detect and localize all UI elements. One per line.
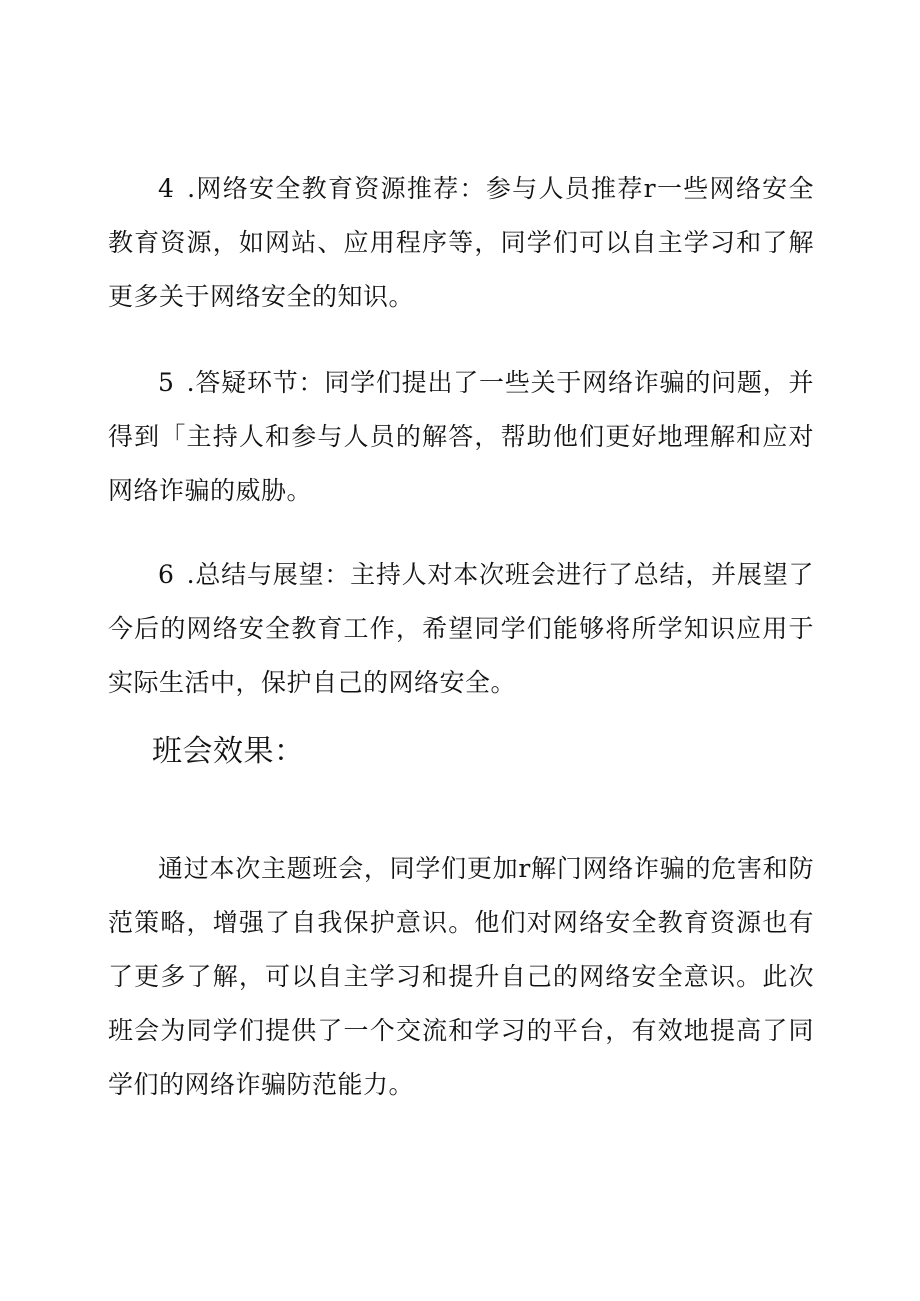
item-number: 6 — [158, 560, 178, 589]
item-text: 总结与展望：主持人对本次班会进行了总结，并展望了今后的网络安全教育工作，希望同学们能够将所学知识应用于实际生活中，保护自己的网络安全。 — [108, 560, 814, 697]
item-separator: . — [177, 368, 196, 397]
section-heading: 班会效果： — [152, 734, 305, 769]
list-item-4 — [108, 162, 814, 324]
item-text: 网络安全教育资源推荐：参与人员推荐r一些网络安全教育资源，如网站、应用程序等，同学们可以自主学习和了解更多关于网络安全的知识。 — [108, 174, 814, 311]
item-text: 答疑环节：同学们提出了一些关于网络诈骗的问题，并得到「主持人和参与人员的解答，帮助他们更好地理解和应对网络诈骗的威胁。 — [108, 368, 814, 505]
section-body: 通过本次主题班会，同学们更加r解门网络诈骗的危害和防范策略，增强了自我保护意识。他们对网络安全教育资源也有了更多了解，可以自主学习和提升自己的网络安全意识。此次班会为同学们提供了一个交流和学习的平台，有效地提高了同学们的网络诈骗防范能力。 — [108, 854, 814, 1099]
list-item-6 — [108, 548, 814, 710]
item-separator: . — [177, 560, 196, 589]
item-number: 5 — [158, 368, 178, 397]
item-separator: . — [177, 174, 196, 203]
list-item-5 — [108, 356, 814, 518]
item-number: 4 — [158, 174, 178, 203]
